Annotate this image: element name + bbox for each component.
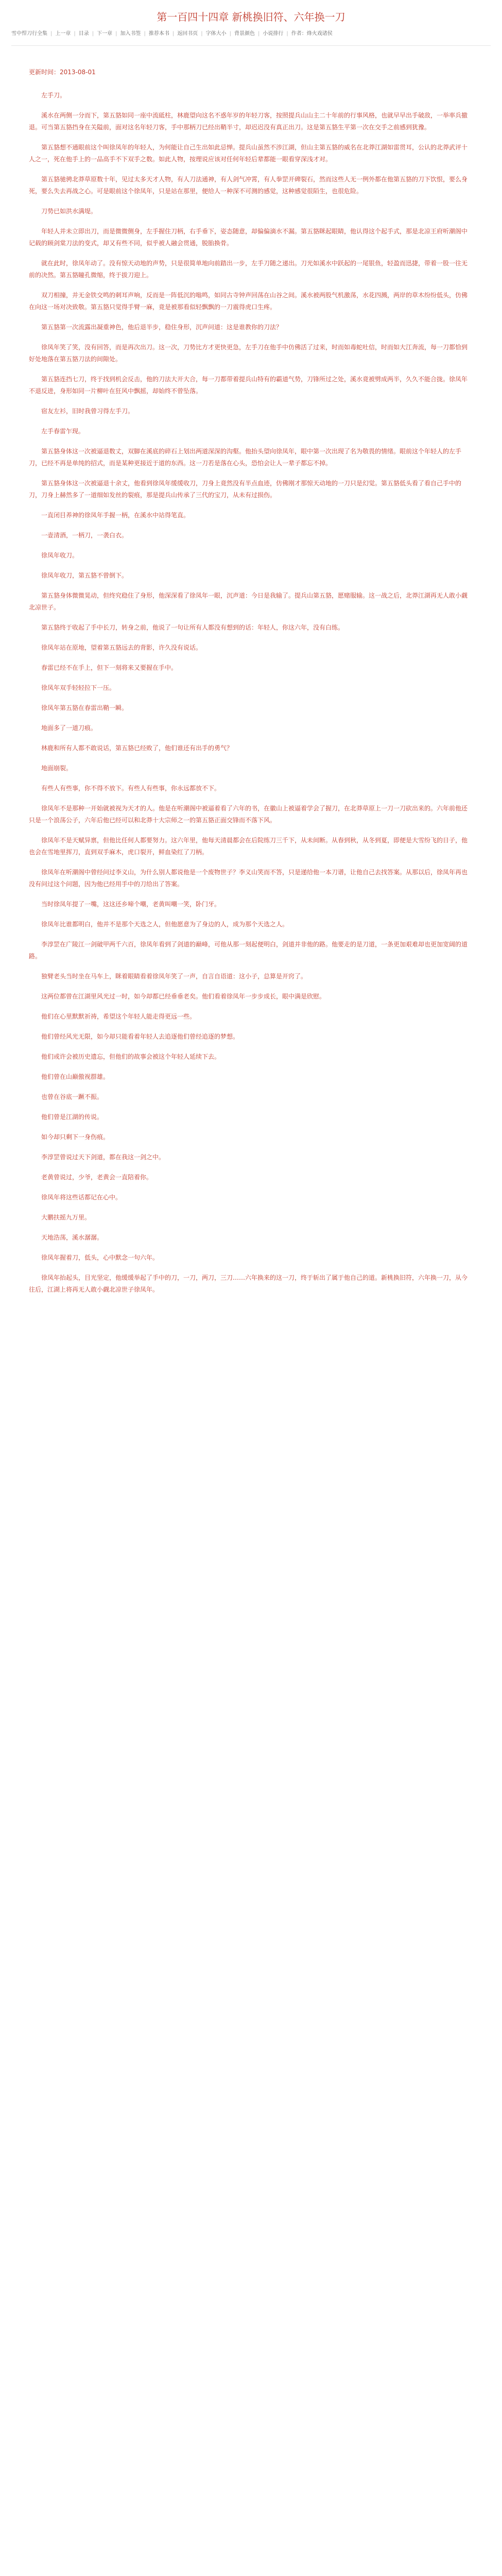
meta-link[interactable]: 推荐本书 [148, 31, 169, 37]
meta-link[interactable]: 小说排行 [263, 31, 284, 37]
paragraph-list [29, 90, 473, 1296]
paragraph: 第五貉身体这一次被逼退十余丈，他看到徐凤年缓缓收刀，刀身上竟然没有半点血迹，仿佛刚才那惊天动地的一刀只是幻觉。第五貉低头看了看自己手中的刀，刀身上赫然多了一道细如发丝的裂痕，那是提兵山传承了三代的宝刀，从未有过损伤。 [29, 480, 462, 499]
paragraph: 徐凤年将这些话都记在心中。 [41, 1194, 122, 1201]
paragraph: 老黄曾说过，少爷，老黄会一直陪着你。 [41, 1174, 153, 1181]
paragraph: 第五貉想不通眼前这个叫徐凤年的年轻人，为何能让自己生出如此忌惮。提兵山虽然不涉江湖，但山主第五貉的威名在北莽江湖如雷贯耳，公认的北莽武评十人之一，死在他手上的一品高手不下双手之数。如此人物，按理说应该对任何年轻后辈都能一眼看穿深浅才对。 [29, 144, 468, 163]
meta-separator: | [74, 31, 76, 37]
paragraph: 左手刀。 [41, 92, 66, 99]
meta-link[interactable]: 目录 [78, 31, 89, 37]
meta-link[interactable]: 作者：烽火戏诸侯 [291, 31, 333, 37]
paragraph: 徐凤年站在原地，望着第五貉远去的背影，许久没有说话。 [41, 644, 202, 651]
meta-separator: | [172, 31, 175, 37]
meta-link[interactable]: 下一章 [97, 31, 113, 37]
meta-separator: | [115, 31, 117, 37]
paragraph: 双刀相撞，并无金铁交鸣的刺耳声响，反而是一阵低沉的嗡鸣，如同古寺钟声回荡在山谷之间。溪水被两股气机激荡，水花四溅，两岸的草木纷纷低头，仿佛在向这一场对决致敬。第五貉只觉得手臂一麻，竟是被那看似轻飘飘的一刀震得虎口生疼。 [29, 292, 468, 311]
paragraph: 第五貉终于收起了手中长刀，转身之前，他说了一句让所有人都没有想到的话：年轻人，你这六年，没有白练。 [41, 624, 344, 631]
paragraph: 独臂老头当时坐在马车上，眯着眼睛看着徐凤年笑了一声，自言自语道：这小子，总算是开窍了。 [41, 973, 307, 980]
paragraph: 他们在心里默默祈祷，希望这个年轻人能走得更远一些。 [41, 1013, 196, 1020]
paragraph: 李淳罡在广陵江一剑破甲两千六百，徐凤年看到了剑道的巅峰，可他从那一刻起便明白，剑道并非他的路。他要走的是刀道，一条更加艰难却也更加宽阔的道路。 [29, 941, 468, 960]
paragraph: 第五貉驰骋北莽草原数十年，见过太多天才人物，有人刀法通神，有人剑气冲霄，有人拳罡开碑裂石，然而这些人无一例外都在他第五貉的刀下饮恨，要么身死，要么失去再战之心。可是眼前这个徐凤年，只是站在那里，便给人一种深不可测的感觉，这种感觉很陌生，也很危险。 [29, 176, 468, 195]
paragraph: 徐凤年笑了笑，没有回答，而是再次出刀。这一次，刀势比方才更快更急，左手刀在他手中仿佛活了过来，时而如毒蛇吐信，时而如大江奔流，每一刀都恰到好处地落在第五貉刀法的间隙处。 [29, 344, 468, 363]
chapter-content [0, 66, 502, 1325]
paragraph: 年轻人并未立即出刀，而是微微侧身，左手握住刀柄，右手垂下，姿态随意，却偏偏滴水不漏。第五貉眯起眼睛，他认得这个起手式，那是北凉王府听潮阁中记载的顾剑棠刀法的变式，却又有些不同，似乎被人融会贯通，脱胎换骨。 [29, 228, 468, 247]
paragraph: 徐凤年收刀，第五貉不曾倒下。 [41, 572, 128, 579]
paragraph: 当时徐凤年提了一嘴，这这还乡啼个嘲，老黄叫嘲一笑，卧门牙。 [41, 901, 221, 908]
paragraph: 一壶清酒，一柄刀，一袭白衣。 [41, 532, 128, 539]
paragraph: 春雷已经不在手上，但下一刻将来又要握在手中。 [41, 664, 178, 671]
paragraph: 徐凤年在听潮阁中曾经问过李义山，为什么别人都说他是一个废物世子？李义山笑而不答，只是递给他一本刀谱，让他自己去找答案。从那以后，徐凤年再也没有问过这个问题，因为他已经用手中的刀给出了答案。 [29, 869, 468, 888]
paragraph: 天地浩荡，溪水潺潺。 [41, 1234, 103, 1241]
paragraph: 就在此时，徐凤年动了。没有惊天动地的声势，只是很简单地向前踏出一步，左手刀随之递出。刀光如溪水中跃起的一尾银鱼，轻盈而迅捷，带着一股一往无前的决然。第五貉瞳孔微缩，终于拔刀迎上。 [29, 260, 468, 279]
paragraph: 宿友左衫，旧时我曾习得左手刀。 [41, 408, 134, 415]
meta-link[interactable]: 背景颜色 [234, 31, 255, 37]
chapter-meta-bar [0, 30, 502, 38]
paragraph: 第五貉第一次流露出凝重神色，他后退半步，稳住身形，沉声问道：这是谁教你的刀法？ [41, 324, 283, 331]
paragraph: 有些人有些事，你不得不放下。有些人有些事，你永远都放不下。 [41, 785, 221, 792]
meta-link[interactable]: 雪中悍刀行全集 [11, 31, 47, 37]
paragraph: 也曾在谷底一蹶不振。 [41, 1093, 103, 1100]
paragraph: 林鹿和所有人都不敢说话，第五貉已经败了，他们谁还有出手的勇气？ [41, 744, 233, 752]
paragraph: 一直闭目养神的徐凤年手握一柄，在溪水中站得笔直。 [41, 512, 190, 519]
paragraph: 如今却只剩下一身伤痕。 [41, 1133, 110, 1141]
paragraph: 他们曾是江湖的传说。 [41, 1113, 103, 1121]
paragraph: 左手春雷乍现。 [41, 428, 85, 435]
paragraph: 李淳罡曾说过天下剑道，都在我这一剑之中。 [41, 1154, 165, 1161]
paragraph: 他们或许会被历史遗忘，但他们的故事会被这个年轻人延续下去。 [41, 1053, 221, 1060]
update-time: 更新时间：2013-08-01 [29, 69, 96, 76]
paragraph: 第五貉连挡七刀，终于找到机会反击，他的刀法大开大合，每一刀都带着提兵山特有的霸道气势，刀锋所过之处，溪水竟被劈成两半，久久不能合拢。徐凤年不退反进，身形如同一片柳叶在狂风中飘摇，却始终不曾坠落。 [29, 376, 468, 395]
meta-link[interactable]: 加入书签 [120, 31, 141, 37]
meta-separator: | [286, 31, 288, 37]
paragraph: 徐凤年第五貉在春雷出鞘一瞬。 [41, 704, 128, 711]
paragraph: 第五貉身体这一次被逼退数丈，双脚在溪底的碎石上划出两道深深的沟壑。他抬头望向徐凤年，眼中第一次出现了名为敬畏的情绪。眼前这个年轻人的左手刀，已经不再是单纯的招式，而是某种更接近于道的东西。这一刀若是落在心头，恐怕会让人一辈子都忘不掉。 [29, 448, 462, 467]
meta-separator: | [92, 31, 94, 37]
paragraph: 地面崩裂。 [41, 765, 73, 772]
paragraph: 徐凤年握着刀，低头，心中默念一句六年。 [41, 1254, 159, 1261]
meta-separator: | [201, 31, 203, 37]
meta-link[interactable]: 上一章 [55, 31, 71, 37]
meta-link[interactable]: 字体大小 [205, 31, 227, 37]
paragraph: 他们曾在山巅傲视群雄。 [41, 1073, 110, 1080]
meta-separator: | [229, 31, 231, 37]
paragraph: 第五貉身体微微晃动，但终究稳住了身形，他深深看了徐凤年一眼，沉声道：今日是我输了。提兵山第五貉，愿赌服输。这一战之后，北莽江湖再无人敢小觑北凉世子。 [29, 592, 468, 611]
chapter-title: 第一百四十四章 新桃换旧符、六年换一刀 [157, 11, 345, 23]
paragraph: 大鹏扶摇九万里。 [41, 1214, 91, 1221]
paragraph: 他们曾经风光无限，如今却只能看着年轻人去追逐他们曾经追逐的梦想。 [41, 1033, 239, 1040]
paragraph: 徐凤年不是天赋异禀，但他比任何人都要努力。这六年里，他每天清晨都会在后院练刀三千下，从未间断。从春到秋，从冬到夏，即便是大雪纷飞的日子，他也会在雪地里挥刀，直到双手麻木，虎口裂开，鲜血染红了刀柄。 [29, 837, 468, 856]
paragraph: 刀势已如洪水满堤。 [41, 208, 97, 215]
paragraph: 徐凤年不是那种一开始就被视为天才的人。他是在听潮阁中被逼着看了六年的书，在徽山上被逼着学会了握刀，在北莽草原上一刀一刀砍出来的。六年前他还只是一个浪荡公子，六年后他已经可以和北莽十大宗师之一的第五貉正面交锋而不落下风。 [29, 805, 468, 824]
header-divider [11, 45, 491, 46]
paragraph: 徐凤年收刀。 [41, 552, 79, 559]
meta-separator: | [258, 31, 260, 37]
paragraph: 这两位都曾在江湖里风光过一时，如今却都已经垂垂老矣。他们看着徐凤年一步步成长，眼中满是欣慰。 [41, 993, 326, 1000]
meta-separator: | [50, 31, 53, 37]
paragraph: 徐凤年双手轻轻拉下一压。 [41, 684, 116, 691]
paragraph: 徐凤年比谁都明白，他并不是那个天选之人，但他愿意为了身边的人，成为那个天选之人。 [41, 921, 289, 928]
meta-separator: | [144, 31, 146, 37]
chapter-header [0, 0, 502, 38]
paragraph: 溪水在两侧一分而下，第五貉如同一座中流砥柱，林鹿望向这名不惑年岁的年轻刀客，按照提兵山山主二十年前的行事风格，也就早早出手破敌，一举率兵撤退。可当第五貉挡身在关隘前，面对这名年轻刀客，手中那柄刀已经出鞘半寸，却迟迟没有真正出刀。这是第五貉生平第一次在交手之前感到犹豫。 [29, 112, 468, 131]
meta-link[interactable]: 返回书页 [177, 31, 198, 37]
paragraph: 地面多了一道刀痕。 [41, 724, 97, 732]
paragraph: 徐凤年抬起头，目光坚定，他缓缓举起了手中的刀，一刀，两刀，三刀……六年换来的这一刀，终于斩出了属于他自己的道。新桃换旧符，六年换一刀，从今往后，江湖上将再无人敢小觑北凉世子徐凤年。 [29, 1274, 468, 1293]
